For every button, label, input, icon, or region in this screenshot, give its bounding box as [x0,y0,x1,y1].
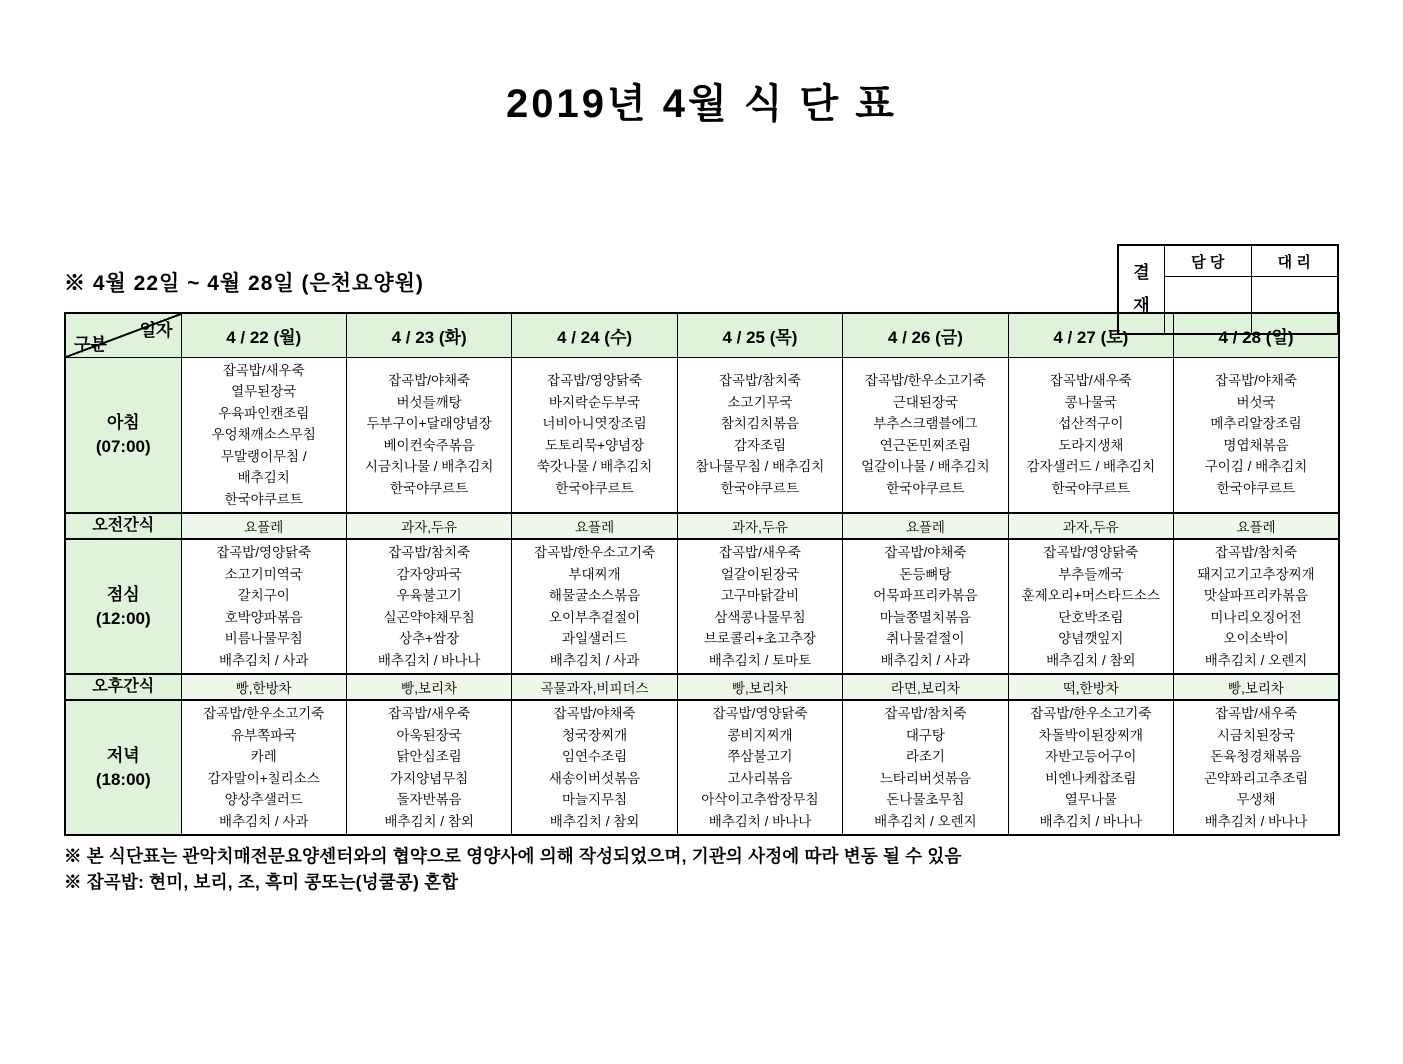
week-range-subtitle: ※ 4월 22일 ~ 4월 28일 (은천요양원) [64,272,424,295]
menu-item: 돈나물초무침 [886,792,965,807]
menu-item: 구이김 / 배추김치 [1204,459,1308,475]
row-label-time: (18:00) [95,769,151,789]
menu-item: 고사리볶음 [727,770,793,786]
menu-item: 양상추샐러드 [224,792,303,807]
menu-item: 임연수조림 [561,749,628,764]
menu-cell-breakfast-day0 [181,357,346,513]
menu-item: 유부쪽파국 [231,727,297,743]
menu-item: 잡곡밥/새우죽 [388,706,471,721]
menu-item: 열무된장국 [231,384,297,399]
menu-item: 참치김치볶음 [720,416,800,432]
menu-item: 가지양념무침 [390,770,469,786]
menu-item: 연근돈민찌조림 [879,437,972,453]
menu-cell-morning-snack-day4: 요플레 [843,513,1008,539]
row-label-breakfast [65,357,181,513]
menu-item: 콩나물국 [1064,394,1117,410]
menu-cell-afternoon-snack-day2: 곡물과자,비피더스 [512,674,677,700]
row-label-text: 오후간식 [92,678,155,695]
menu-item: 잡곡밥/새우죽 [1215,706,1298,721]
menu-item: 얼갈이나물 / 배추김치 [861,459,990,475]
meal-plan-table [64,312,1340,836]
menu-cell-lunch-day6 [1174,539,1339,674]
menu-item: 어묵파프리카볶음 [873,588,978,603]
approval-sign-cell-damdang [1165,277,1251,333]
menu-item: 감자샐러드 / 배추김치 [1026,459,1156,475]
menu-item: 돈등뼈탕 [899,566,952,582]
row-label-lunch [65,539,181,674]
menu-item: 배추김치 [237,470,290,485]
menu-item: 배추김치 / 바나나 [1204,813,1308,829]
menu-item: 도토리묵+양념장 [544,437,645,453]
menu-item: 느타리버섯볶음 [879,770,972,786]
menu-item: 잡곡밥/한우소고기죽 [864,373,986,389]
menu-item: 잡곡밥/야채죽 [884,545,967,560]
menu-item: 배추김치 / 바나나 [377,652,481,668]
row-lunch [65,539,1339,674]
row-label-text: 저녁 [106,745,140,765]
menu-item: 대구탕 [905,727,945,743]
menu-item: 쑥갓나물 / 배추김치 [536,459,653,475]
menu-item: 우육불고기 [396,588,462,603]
menu-item: 감자말이+칠리소스 [207,770,320,786]
day-header-6: 4 / 28 (일) [1174,313,1339,357]
row-label-text: 점심 [106,584,140,604]
menu-item: 잡곡밥/영양닭죽 [216,545,312,560]
menu-item: 마늘쫑멸치볶음 [879,609,972,625]
menu-item: 부추스크램블에그 [873,416,978,432]
menu-item: 돈육청경채볶음 [1210,749,1302,764]
menu-cell-lunch-day1 [346,539,511,674]
menu-item: 잡곡밥/영양닭죽 [712,706,808,721]
approval-sign-cell-daeri [1251,277,1338,333]
day-header-2: 4 / 24 (수) [512,313,677,357]
menu-item: 우육파인캔조림 [218,405,310,421]
menu-item: 미나리오징어전 [1210,609,1302,625]
menu-item: 잡곡밥/참치죽 [884,706,967,721]
menu-item: 배추김치 / 오렌지 [1204,652,1308,668]
menu-item: 양념깻잎지 [1058,631,1124,646]
menu-item: 섭산적구이 [1058,416,1124,432]
menu-item: 메추리알장조림 [1210,416,1302,432]
menu-item: 근대된장국 [892,394,958,410]
menu-item: 잡곡밥/새우죽 [1049,373,1132,389]
row-morning-snack [65,513,1339,539]
menu-item: 잡곡밥/한우소고기죽 [203,706,325,721]
menu-item: 라조기 [905,749,945,764]
menu-item: 오이부추겉절이 [548,609,641,625]
menu-item: 차돌박이된장찌개 [1038,727,1143,743]
menu-item: 삼색콩나물무침 [714,609,806,625]
page-title: 2019년 4월 식 단 표 [506,82,897,126]
row-label-morning-snack [65,513,181,539]
menu-item: 잡곡밥/참치죽 [1215,545,1298,560]
menu-item: 소고기무국 [727,394,793,410]
menu-item: 상추+쌈장 [399,631,460,646]
menu-item: 소고기미역국 [224,566,303,582]
menu-item: 한국야쿠르트 [1216,480,1296,496]
menu-item: 아욱된장국 [396,727,462,743]
menu-item: 한국야쿠르트 [720,480,800,496]
menu-cell-lunch-day3 [677,539,842,674]
row-label-text: 오전간식 [92,517,155,534]
menu-item: 브로콜리+초고추장 [703,631,817,646]
menu-item: 청국장찌개 [561,727,628,743]
menu-cell-afternoon-snack-day0: 빵,한방차 [181,674,346,700]
menu-cell-morning-snack-day5: 과자,두유 [1008,513,1173,539]
menu-cell-afternoon-snack-day4: 라면,보리차 [843,674,1008,700]
approval-stamp-cell [1119,246,1165,333]
day-header-0: 4 / 22 (월) [181,313,346,357]
menu-cell-morning-snack-day0: 요플레 [181,513,346,539]
menu-item: 맛살파프리카볶음 [1203,588,1309,603]
menu-cell-morning-snack-day3: 과자,두유 [677,513,842,539]
menu-item: 배추김치 / 사과 [880,652,971,668]
menu-cell-afternoon-snack-day5: 떡,한방차 [1008,674,1173,700]
menu-item: 얼갈이된장국 [720,566,800,582]
menu-cell-afternoon-snack-day6: 빵,보리차 [1174,674,1339,700]
menu-item: 잡곡밥/야채죽 [553,706,636,721]
menu-cell-dinner-day4 [843,700,1008,835]
menu-cell-breakfast-day1 [346,357,511,513]
menu-cell-lunch-day0 [181,539,346,674]
menu-item: 우엉채깨소스무침 [211,427,316,442]
day-header-3: 4 / 25 (목) [677,313,842,357]
menu-cell-breakfast-day2 [512,357,677,513]
menu-item: 비엔나케찹조림 [1045,770,1137,786]
menu-item: 시금치된장국 [1216,727,1296,743]
footer-note-2: ※ 잡곡밥: 현미, 보리, 조, 흑미 콩또는(넝쿨콩) 혼합 [64,872,459,892]
footer-notes [64,843,1403,895]
menu-item: 닭안심조림 [396,749,462,764]
corner-diagonal-cell [65,313,181,357]
menu-item: 잡곡밥/한우소고기죽 [533,545,656,560]
menu-item: 한국야쿠르트 [555,480,634,496]
menu-cell-morning-snack-day1: 과자,두유 [346,513,511,539]
menu-item: 오이소박이 [1223,631,1289,646]
menu-item: 카레 [250,749,277,764]
menu-item: 실곤약야채무침 [383,609,475,625]
menu-item: 잡곡밥/영양닭죽 [547,373,643,389]
menu-item: 돌자반볶음 [396,792,462,807]
menu-item: 훈제오리+머스타드소스 [1021,588,1160,603]
menu-item: 두부구이+달래양념장 [366,416,492,432]
menu-item: 쭈삼불고기 [727,749,793,764]
menu-item: 아삭이고추쌈장무침 [701,792,819,807]
row-label-afternoon-snack [65,674,181,700]
menu-cell-dinner-day2 [512,700,677,835]
menu-cell-dinner-day6 [1174,700,1339,835]
menu-item: 마늘지무침 [561,792,628,807]
menu-item: 너비아니엿장조림 [542,416,647,432]
menu-item: 베이컨숙주볶음 [383,437,475,453]
menu-cell-breakfast-day3 [677,357,842,513]
menu-item: 곤약꽈리고추조림 [1203,770,1309,786]
menu-item: 도라지생채 [1058,437,1124,453]
menu-cell-breakfast-day4 [843,357,1008,513]
menu-item: 비름나물무침 [224,631,303,646]
approval-box [1117,244,1339,335]
corner-label-category: 구분 [74,334,107,354]
menu-item: 배추김치 / 바나나 [1039,813,1143,829]
menu-item: 버섯들깨탕 [396,394,462,410]
menu-item: 열무나물 [1064,792,1117,807]
menu-cell-breakfast-day6 [1174,357,1339,513]
menu-item: 시금치나물 / 배추김치 [364,459,494,475]
menu-item: 배추김치 / 참외 [549,813,640,829]
menu-item: 부추들깨국 [1058,566,1124,582]
menu-cell-morning-snack-day2: 요플레 [512,513,677,539]
menu-item: 잡곡밥/한우소고기죽 [1030,706,1152,721]
menu-cell-lunch-day4 [843,539,1008,674]
menu-item: 한국야쿠르트 [224,491,303,507]
row-breakfast [65,357,1339,513]
day-header-5: 4 / 27 (토) [1008,313,1173,357]
corner-label-date: 일자 [139,321,173,340]
menu-item: 잡곡밥/참치죽 [718,373,801,389]
day-header-1: 4 / 23 (화) [346,313,511,357]
menu-item: 무말랭이무침 / [220,448,307,464]
menu-item: 해물굴소스볶음 [548,588,641,603]
menu-item: 잡곡밥/야채죽 [388,373,471,389]
menu-item: 자반고등어구이 [1045,749,1137,764]
menu-item: 무생채 [1236,792,1276,807]
menu-item: 감자조림 [733,437,787,453]
menu-cell-dinner-day5 [1008,700,1173,835]
menu-cell-dinner-day0 [181,700,346,835]
menu-item: 한국야쿠르트 [886,480,965,496]
footer-note-1: ※ 본 식단표는 관악치매전문요양센터와의 협약으로 영양사에 의해 작성되었으며, 기관의 사정에 따라 변동 될 수 있음 [64,846,962,866]
menu-item: 호박양파볶음 [224,609,303,625]
menu-item: 잡곡밥/새우죽 [718,545,801,560]
menu-cell-afternoon-snack-day3: 빵,보리차 [677,674,842,700]
menu-item: 배추김치 / 사과 [218,813,309,829]
menu-cell-lunch-day5 [1008,539,1173,674]
menu-item: 잡곡밥/참치죽 [388,545,471,560]
menu-item: 배추김치 / 토마토 [708,652,812,668]
row-label-dinner [65,700,181,835]
menu-cell-lunch-day2 [512,539,677,674]
approval-stamp-label: 결재 [1133,263,1150,315]
menu-page [0,72,1403,1064]
menu-cell-morning-snack-day6: 요플레 [1174,513,1339,539]
menu-item: 명엽채볶음 [1223,437,1289,453]
menu-item: 단호박조림 [1058,609,1124,625]
menu-item: 참나물무침 / 배추김치 [695,459,825,475]
menu-item: 콩비지찌개 [727,727,793,743]
menu-item: 잡곡밥/새우죽 [222,362,305,378]
row-label-text: 아침 [106,412,140,432]
menu-item: 잡곡밥/영양닭죽 [1043,545,1139,560]
menu-item: 과일샐러드 [561,631,628,646]
menu-item: 버섯국 [1236,394,1276,410]
menu-item: 한국야쿠르트 [1051,480,1130,496]
menu-item: 부대찌개 [568,566,621,582]
menu-cell-dinner-day3 [677,700,842,835]
menu-item: 잡곡밥/야채죽 [1215,373,1298,389]
menu-cell-breakfast-day5 [1008,357,1173,513]
menu-item: 배추김치 / 사과 [218,652,309,668]
menu-item: 새송이버섯볶음 [548,770,641,786]
menu-item: 취나물겉절이 [886,631,965,646]
menu-item: 갈치구이 [237,588,290,603]
menu-cell-dinner-day1 [346,700,511,835]
menu-item: 배추김치 / 바나나 [708,813,812,829]
day-header-4: 4 / 26 (금) [843,313,1008,357]
menu-item: 배추김치 / 사과 [549,652,640,668]
row-label-time: (12:00) [95,608,151,628]
menu-item: 배추김치 / 참외 [384,813,474,829]
row-afternoon-snack [65,674,1339,700]
menu-item: 바지락순두부국 [548,394,641,410]
approval-col-damdang: 담 당 [1191,253,1225,271]
menu-item: 배추김치 / 오렌지 [874,813,977,829]
menu-cell-afternoon-snack-day1: 빵,보리차 [346,674,511,700]
menu-item: 한국야쿠르트 [390,480,469,496]
row-dinner [65,700,1339,835]
menu-item: 돼지고기고추장찌개 [1197,566,1315,582]
menu-item: 감자양파국 [396,566,462,582]
menu-item: 고구마닭갈비 [720,588,800,603]
row-label-time: (07:00) [95,436,151,456]
menu-item: 배추김치 / 참외 [1046,652,1136,668]
approval-col-daeri: 대 리 [1251,246,1338,276]
